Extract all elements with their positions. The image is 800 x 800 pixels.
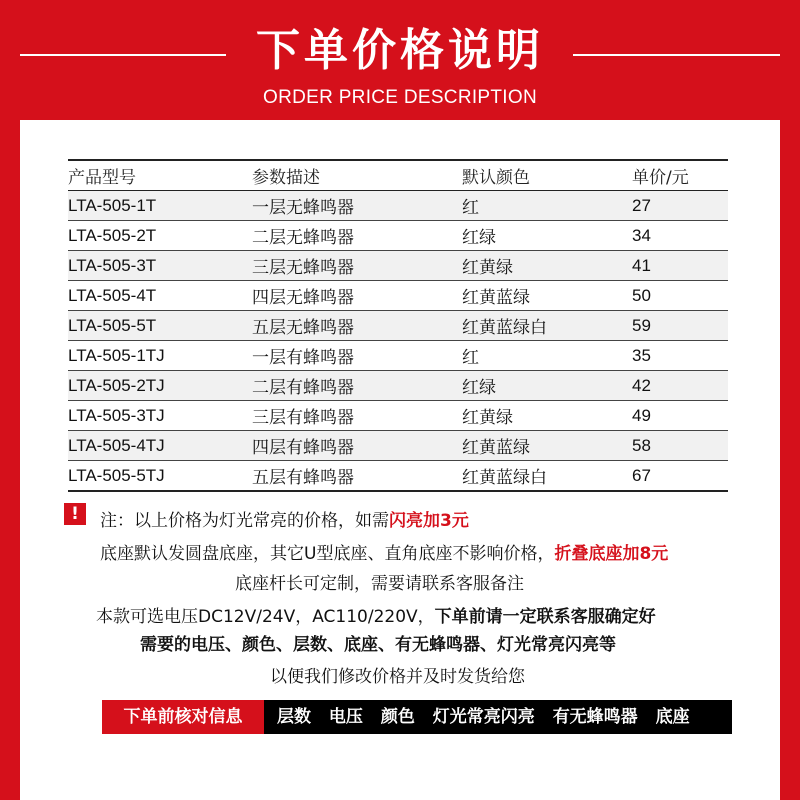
checklist-label: 下单前核对信息 xyxy=(102,700,264,734)
cell-model: LTA-505-3T xyxy=(68,251,252,281)
cell-price: 42 xyxy=(632,371,728,401)
cell-price: 41 xyxy=(632,251,728,281)
cell-model: LTA-505-1T xyxy=(68,191,252,221)
table-row xyxy=(68,191,728,221)
note-line-4 xyxy=(96,602,656,627)
cell-color: 红黄绿 xyxy=(462,401,632,431)
header-banner xyxy=(0,0,800,120)
cell-description: 一层无蜂鸣器 xyxy=(252,191,462,221)
page-subtitle: ORDER PRICE DESCRIPTION xyxy=(263,87,537,108)
cell-price: 35 xyxy=(632,341,728,371)
cell-price: 50 xyxy=(632,281,728,311)
note-2-text: 底座默认发圆盘底座，其它U型底座、直角底座不影响价格， xyxy=(100,544,555,564)
table-row xyxy=(68,251,728,281)
table-row xyxy=(68,401,728,431)
cell-model: LTA-505-2T xyxy=(68,221,252,251)
table-row xyxy=(68,371,728,401)
note-4-emphasis: 下单前请一定联系客服确定好 xyxy=(434,607,656,627)
cell-price: 67 xyxy=(632,461,728,492)
note-1-highlight: 闪亮加3元 xyxy=(389,511,469,531)
cell-description: 五层有蜂鸣器 xyxy=(252,461,462,492)
note-line-6: 以便我们修改价格并及时发货给您 xyxy=(270,667,525,687)
cell-price: 58 xyxy=(632,431,728,461)
cell-color: 红 xyxy=(462,341,632,371)
cell-price: 49 xyxy=(632,401,728,431)
note-2-highlight: 折叠底座加8元 xyxy=(554,544,669,564)
cell-price: 59 xyxy=(632,311,728,341)
header-model: 产品型号 xyxy=(68,160,252,191)
note-line-2 xyxy=(100,539,668,564)
checklist-item: 颜色 xyxy=(380,707,415,727)
price-table xyxy=(68,159,728,492)
cell-description: 一层有蜂鸣器 xyxy=(252,341,462,371)
cell-description: 四层无蜂鸣器 xyxy=(252,281,462,311)
checklist-bar xyxy=(102,700,732,734)
cell-model: LTA-505-5TJ xyxy=(68,461,252,492)
table-row xyxy=(68,341,728,371)
cell-description: 四层有蜂鸣器 xyxy=(252,431,462,461)
cell-color: 红黄绿 xyxy=(462,251,632,281)
page-title: 下单价格说明 xyxy=(256,25,544,76)
cell-description: 三层无蜂鸣器 xyxy=(252,251,462,281)
note-line-5: 需要的电压、颜色、层数、底座、有无蜂鸣器、灯光常亮闪亮等 xyxy=(140,635,616,655)
cell-model: LTA-505-2TJ xyxy=(68,371,252,401)
note-line-1 xyxy=(100,506,469,531)
header-description: 参数描述 xyxy=(252,160,462,191)
cell-description: 三层有蜂鸣器 xyxy=(252,401,462,431)
cell-description: 二层有蜂鸣器 xyxy=(252,371,462,401)
checklist-item: 电压 xyxy=(328,707,363,727)
cell-model: LTA-505-4TJ xyxy=(68,431,252,461)
checklist-item: 有无蜂鸣器 xyxy=(552,707,638,727)
cell-color: 红绿 xyxy=(462,371,632,401)
checklist-item: 底座 xyxy=(655,707,690,727)
header-color: 默认颜色 xyxy=(462,160,632,191)
checklist-item: 灯光常亮闪亮 xyxy=(432,707,535,727)
checklist-item: 层数 xyxy=(277,707,311,727)
content-panel xyxy=(20,120,780,800)
table-row xyxy=(68,311,728,341)
cell-color: 红黄蓝绿 xyxy=(462,281,632,311)
cell-price: 34 xyxy=(632,221,728,251)
table-row xyxy=(68,221,728,251)
cell-model: LTA-505-3TJ xyxy=(68,401,252,431)
note-4-text: 本款可选电压DC12V/24V，AC110/220V， xyxy=(96,607,435,627)
cell-description: 二层无蜂鸣器 xyxy=(252,221,462,251)
table-row xyxy=(68,281,728,311)
cell-color: 红 xyxy=(462,191,632,221)
cell-color: 红绿 xyxy=(462,221,632,251)
table-header-row xyxy=(68,160,728,191)
cell-color: 红黄蓝绿 xyxy=(462,431,632,461)
header-price: 单价/元 xyxy=(632,160,728,191)
cell-color: 红黄蓝绿白 xyxy=(462,311,632,341)
title-rule-right xyxy=(573,54,780,56)
cell-color: 红黄蓝绿白 xyxy=(462,461,632,492)
cell-description: 五层无蜂鸣器 xyxy=(252,311,462,341)
cell-price: 27 xyxy=(632,191,728,221)
note-1-text: 注：以上价格为灯光常亮的价格，如需 xyxy=(100,511,389,531)
cell-model: LTA-505-5T xyxy=(68,311,252,341)
note-line-3: 底座杆长可定制，需要请联系客服备注 xyxy=(235,574,524,594)
exclamation-icon: ! xyxy=(64,503,86,525)
table-row xyxy=(68,431,728,461)
table-row xyxy=(68,461,728,492)
checklist-items xyxy=(277,700,702,734)
cell-model: LTA-505-1TJ xyxy=(68,341,252,371)
cell-model: LTA-505-4T xyxy=(68,281,252,311)
